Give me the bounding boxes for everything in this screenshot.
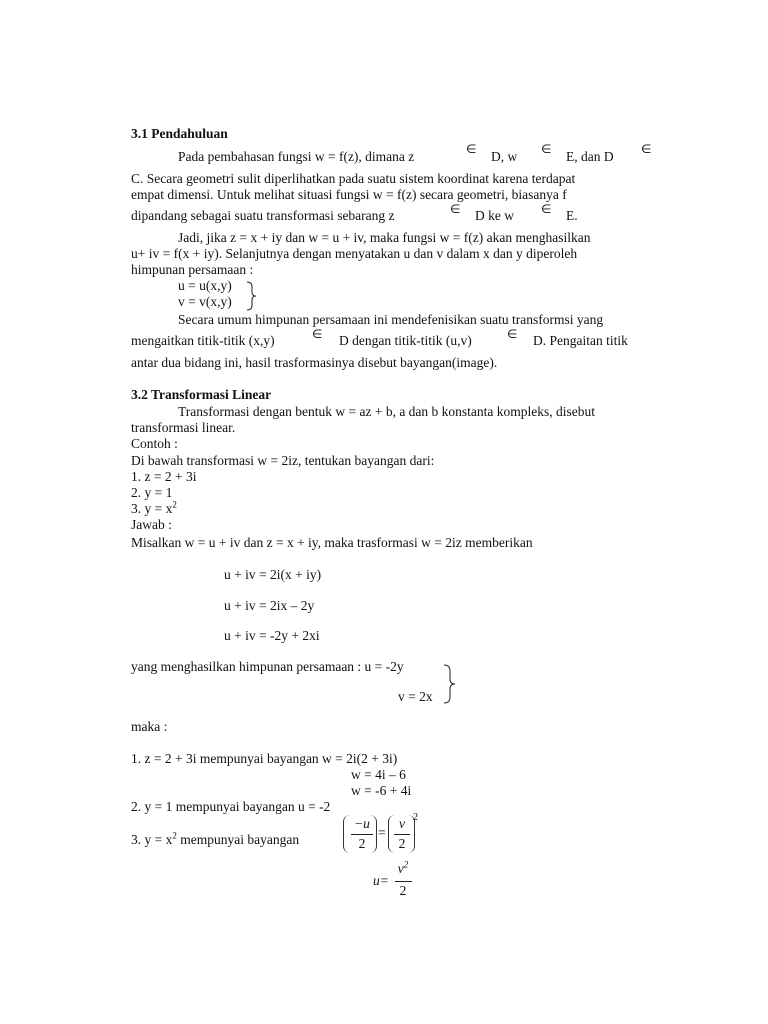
paragraph-line: Misalkan w = u + iv dan z = x + iy, maka trasformasi w = 2iz memberikan <box>131 535 533 550</box>
result-line: w = 4i – 6 <box>351 767 406 782</box>
paragraph-line: C. Secara geometri sulit diperlihatkan pada suatu sistem koordinat karena terdapat <box>131 171 576 186</box>
list-item: 2. y = 1 <box>131 485 173 500</box>
equation-line: u + iv = 2i(x + iy) <box>224 567 322 582</box>
right-brace-icon <box>244 281 260 311</box>
element-of-symbol: ∈ <box>507 327 518 341</box>
paragraph-line: u+ iv = f(x + iy). Selanjutnya dengan menyatakan u dan v dalam x dan y diperoleh <box>131 246 578 261</box>
paragraph-line: Contoh : <box>131 436 178 451</box>
paragraph-line: mengaitkan titik-titik (x,y) <box>131 333 275 348</box>
list-item: 3. $y = x^2$ <box>131 499 177 516</box>
result-line: 2. y = 1 mempunyai bayangan u = -2 <box>131 799 331 814</box>
paragraph-line: himpunan persamaan : <box>131 262 254 277</box>
paragraph-line: antar dua bidang ini, hasil trasformasinya disebut bayangan(image). <box>131 355 498 370</box>
equation-line: u + iv = 2ix – 2y <box>224 598 315 613</box>
paragraph-line: Jadi, jika z = x + iy dan w = u + iv, maka fungsi w = f(z) akan menghasilkan <box>178 230 591 245</box>
paragraph-line: Jawab : <box>131 517 172 532</box>
paragraph-line: Pada pembahasan fungsi w = f(z), dimana z <box>178 149 415 164</box>
paragraph-text: E. <box>566 208 578 223</box>
paragraph-line: yang menghasilkan himpunan persamaan : u = -2y <box>131 659 404 674</box>
paragraph-text: E, dan D <box>566 149 614 164</box>
element-of-symbol: ∈ <box>641 142 652 156</box>
paragraph-text: D. Pengaitan titik <box>533 333 628 348</box>
paragraph-text: D ke w <box>475 208 514 223</box>
element-of-symbol: ∈ <box>541 202 552 216</box>
paragraph-line: Transformasi dengan bentuk w = az + b, a dan b konstanta kompleks, disebut <box>178 404 596 419</box>
equation-v: v = 2x <box>398 689 433 704</box>
element-of-symbol: ∈ <box>450 202 461 216</box>
paragraph-text: D, w <box>491 149 518 164</box>
paragraph-line: empat dimensi. Untuk melihat situasi fungsi w = f(z) secara geometri, biasanya f <box>131 187 567 202</box>
paragraph-text: D dengan titik-titik (u,v) <box>339 333 472 348</box>
result-line: w = -6 + 4i <box>351 783 412 798</box>
paragraph-line: transformasi linear. <box>131 420 236 435</box>
right-brace-icon <box>441 664 459 704</box>
paragraph-line: Secara umum himpunan persamaan ini mendefenisikan suatu transformsi yang <box>178 312 604 327</box>
list-item: 1. z = 2 + 3i <box>131 469 197 484</box>
paragraph-line: dipandang sebagai suatu transformasi sebarang z <box>131 208 395 223</box>
equation-line: u + iv = -2y + 2xi <box>224 628 320 643</box>
result-line: 3. $y = x^2$ mempunyai bayangan <box>131 830 300 847</box>
section-heading: 3.1 Pendahuluan <box>131 126 228 141</box>
result-line: 1. z = 2 + 3i mempunyai bayangan w = 2i(2 + 3i) <box>131 751 398 766</box>
element-of-symbol: ∈ <box>541 142 552 156</box>
equation-u: u = u(x,y) <box>178 278 232 293</box>
element-of-symbol: ∈ <box>312 327 323 341</box>
element-of-symbol: ∈ <box>466 142 477 156</box>
paragraph-line: maka : <box>131 719 168 734</box>
equation-v: v = v(x,y) <box>178 294 232 309</box>
paragraph-line: Di bawah transformasi w = 2iz, tentukan bayangan dari: <box>131 453 435 468</box>
section-heading: 3.2 Transformasi Linear <box>131 387 272 402</box>
